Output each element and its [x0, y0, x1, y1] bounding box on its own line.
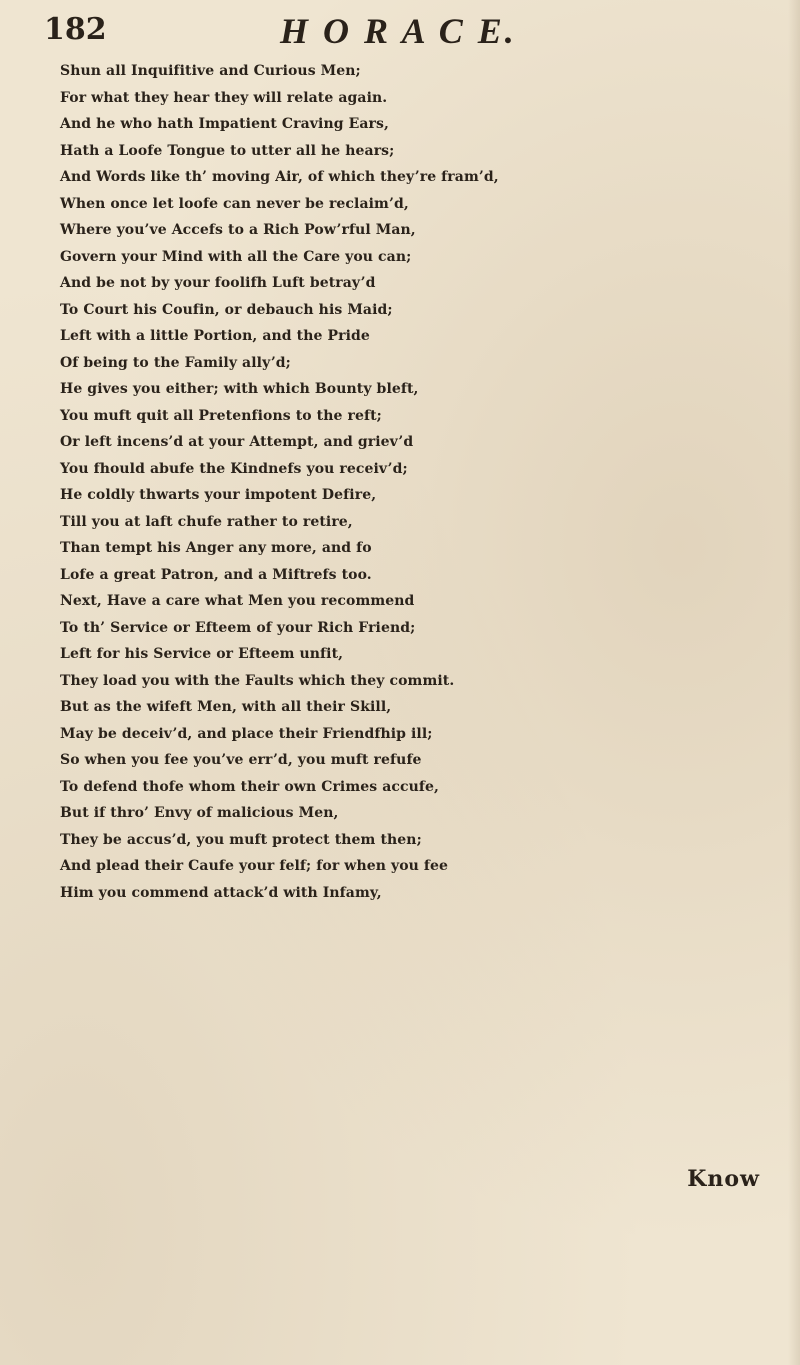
verse-line: To defend thofe whom their own Crimes accufe,: [60, 778, 440, 795]
verse-line: Lofe a great Patron, and a Miftrefs too.: [60, 566, 372, 583]
verse-line: You muft quit all Pretenfions to the reft;: [60, 407, 382, 424]
verse-line: Hath a Loofe Tongue to utter all he hears;: [60, 142, 395, 159]
verse-line: When once let loofe can never be reclaim’d,: [60, 195, 409, 212]
verse-line: Him you commend attack’d with Infamy,: [60, 884, 382, 901]
verse-line: Left for his Service or Efteem unfit,: [60, 646, 344, 662]
verse-line: And be not by your foolifh Luft betray’d: [60, 275, 376, 291]
verse-line: And he who hath Impatient Craving Ears,: [60, 116, 389, 132]
verse-line: They load you with the Faults which they commit.: [60, 672, 455, 689]
verse-line: They be accus’d, you muft protect them then;: [60, 831, 422, 848]
verse-line: He gives you either; with which Bounty bleft,: [60, 381, 419, 397]
verse-line: May be deceiv’d, and place their Friendfhip ill;: [60, 725, 433, 742]
verse-line: Or left incens’d at your Attempt, and griev’d: [60, 434, 414, 450]
verse-line: To th’ Service or Efteem of your Rich Friend;: [60, 619, 416, 636]
verse-line: And Words like th’ moving Air, of which they’re fram’d,: [60, 169, 499, 185]
verse-line: Than tempt his Anger any more, and fo: [60, 540, 372, 556]
page-edge-shadow: [788, 0, 800, 1365]
verse-line: To Court his Coufin, or debauch his Maid;: [60, 301, 393, 318]
poem-text: [60, 58, 780, 906]
catchword: Know: [687, 1166, 760, 1192]
verse-line: And plead their Caufe your felf; for when you fee: [60, 858, 449, 874]
running-head: H O R A C E.: [280, 11, 517, 51]
verse-line: Shun all Inquifitive and Curious Men;: [60, 63, 361, 79]
verse-line: Left with a little Portion, and the Pride: [60, 328, 370, 344]
verse-line: So when you fee you’ve err’d, you muft refufe: [60, 752, 422, 768]
verse-line: Where you’ve Accefs to a Rich Pow’rful Man,: [60, 222, 416, 238]
page-number: 182: [44, 12, 107, 47]
verse-line: Till you at laft chufe rather to retire,: [60, 513, 353, 530]
verse-line: For what they hear they will relate again.: [60, 89, 388, 106]
page-header: [44, 12, 744, 58]
verse-line: Of being to the Family ally’d;: [60, 354, 291, 371]
verse-line: Govern your Mind with all the Care you can;: [60, 248, 412, 265]
verse-line: But as the wifeft Men, with all their Skill,: [60, 699, 392, 715]
verse-line: You fhould abufe the Kindnefs you receiv’d;: [60, 460, 408, 477]
verse-line: Next, Have a care what Men you recommend: [60, 593, 415, 609]
verse-line: But if thro’ Envy of malicious Men,: [60, 805, 339, 821]
verse-line: He coldly thwarts your impotent Defire,: [60, 487, 377, 503]
